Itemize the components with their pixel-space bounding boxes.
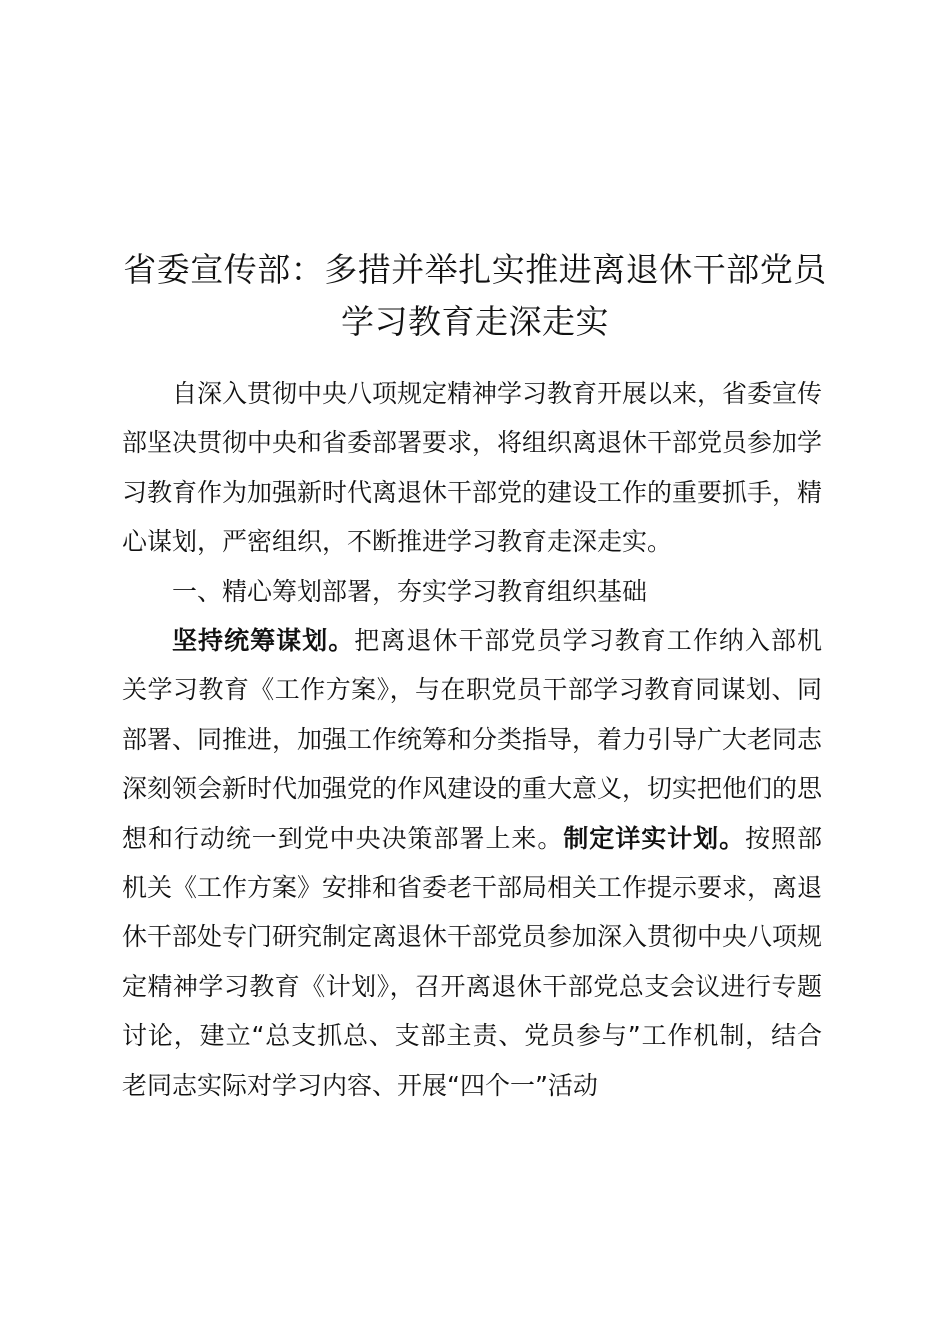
paragraph-lead-1: 坚持统筹谋划。 xyxy=(172,626,355,656)
paragraph-text-1: 把离退休干部党员学习教育工作纳入部机关学习教育《工作方案》，与在职党员干部学习教育同谋划、同部署、同推进，加强工作统筹和分类指导，着力引导广大老同志深刻领会新时代加强党的作风建设的重大意义，切实把他们的思想和行动统一到党中央决策部署上来。 xyxy=(122,626,823,853)
paragraph-lead-2: 制定详实计划。 xyxy=(563,823,746,853)
body-paragraph-2 xyxy=(122,616,822,1110)
paragraph-text-2: 按照部机关《工作方案》安排和省委老干部局相关工作提示要求，离退休干部处专门研究制定离退休干部党员参加深入贯彻中央八项规定精神学习教育《计划》，召开离退休干部党总支会议进行专题讨论，建立“总支抓总、支部主责、党员参与”工作机制，结合老同志实际对学习内容、开展“四个一”活动 xyxy=(122,823,823,1100)
section-heading-1: 一、精心筹划部署，夯实学习教育组织基础 xyxy=(172,576,648,606)
intro-paragraph: 自深入贯彻中央八项规定精神学习教育开展以来，省委宣传部坚决贯彻中央和省委部署要求，将组织离退休干部党员参加学习教育作为加强新时代离退休干部党的建设工作的重要抓手，精心谋划，严密组织，不断推进学习教育走深走实。 xyxy=(122,379,823,557)
document-title: 省委宣传部：多措并举扎实推进离退休干部党员学习教育走深走实 xyxy=(123,250,827,342)
document-body xyxy=(122,369,822,1110)
